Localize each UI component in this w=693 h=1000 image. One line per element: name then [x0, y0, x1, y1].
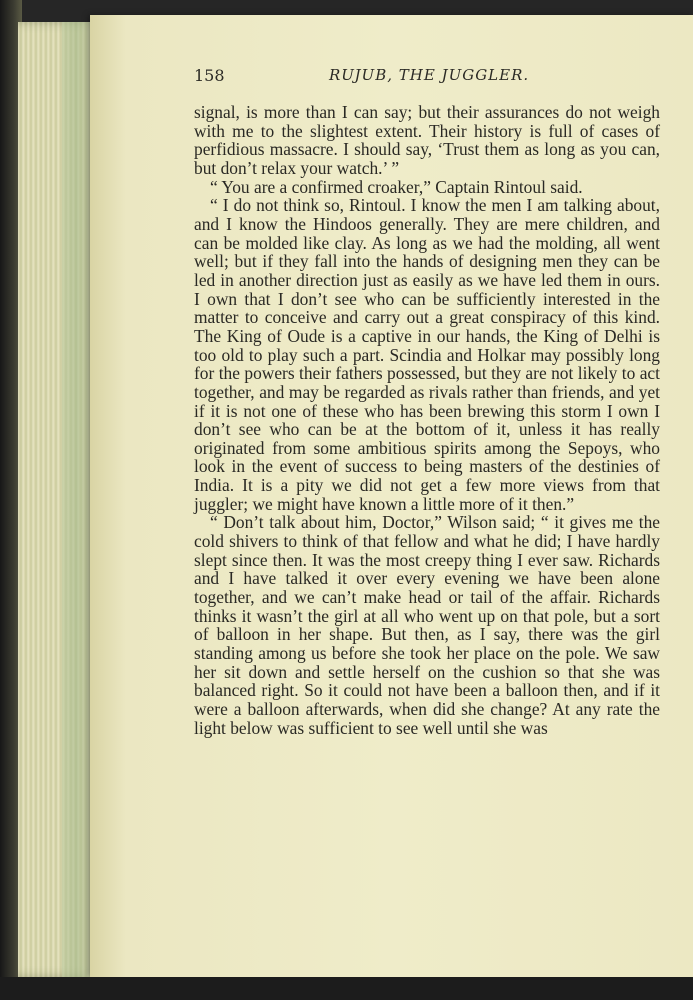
paragraph-continuation: signal, is more than I can say; but their assurances do not weigh with me to the slightest extent. Their history is full of cases of perfidious massacre. I should say, ‘Trust them as long as you can, but don’t relax your watch.’ ”: [194, 102, 660, 178]
page-number: 158: [194, 66, 225, 85]
page-body: [194, 103, 660, 737]
running-title: RUJUB, THE JUGGLER.: [329, 66, 530, 84]
paragraph: “ You are a confirmed croaker,” Captain Rintoul said.: [210, 176, 583, 197]
page-header: [194, 66, 664, 90]
paragraph: “ Don’t talk about him, Doctor,” Wilson said; “ it gives me the cold shivers to think of that fellow and what he did; I have hardly slept since then. It was the most creepy thing I ever saw. Richards and I have talked it over every evening we have been alone together, and we can’t make head or tail of the affair. Richards thinks it wasn’t the girl at all who went up on that pole, but a sort of balloon in her shape. But then, as I say, there was the girl standing among us before she took her place on the pole. We saw her sit down and settle herself on the cushion so that she was balanced right. So it could not have been a balloon then, and if it were a balloon afterwards, when did she change? At any rate the light below was sufficient to see well until she was: [194, 512, 660, 738]
bottom-edge: [0, 977, 693, 1000]
paragraph: “ I do not think so, Rintoul. I know the men I am talking about, and I know the Hindoos generally. They are mere children, and can be molded like clay. As long as we had the molding, all went well; but if they fall into the hands of designing men they can be led in another direction just as easily as we have led them in ours. I own that I don’t see who can be sufficiently interested in the matter to conceive and carry out a great conspiracy of this kind. The King of Oude is a captive in our hands, the King of Delhi is too old to play such a part. Scindia and Holkar may possibly long for the powers their fathers possessed, but they are not likely to act together, and may be regarded as rivals rather than friends, and yet if it is not one of these who has been brewing this storm I own I don’t see who can be at the bottom of it, unless it has really originated from some ambitious spirits among the Sepoys, who look in the event of success to being masters of the destinies of India. It is a pity we did not get a few more views from that juggler; we might have known a little more of it then.”: [194, 195, 660, 514]
page-gutter-shadow: [62, 22, 92, 977]
